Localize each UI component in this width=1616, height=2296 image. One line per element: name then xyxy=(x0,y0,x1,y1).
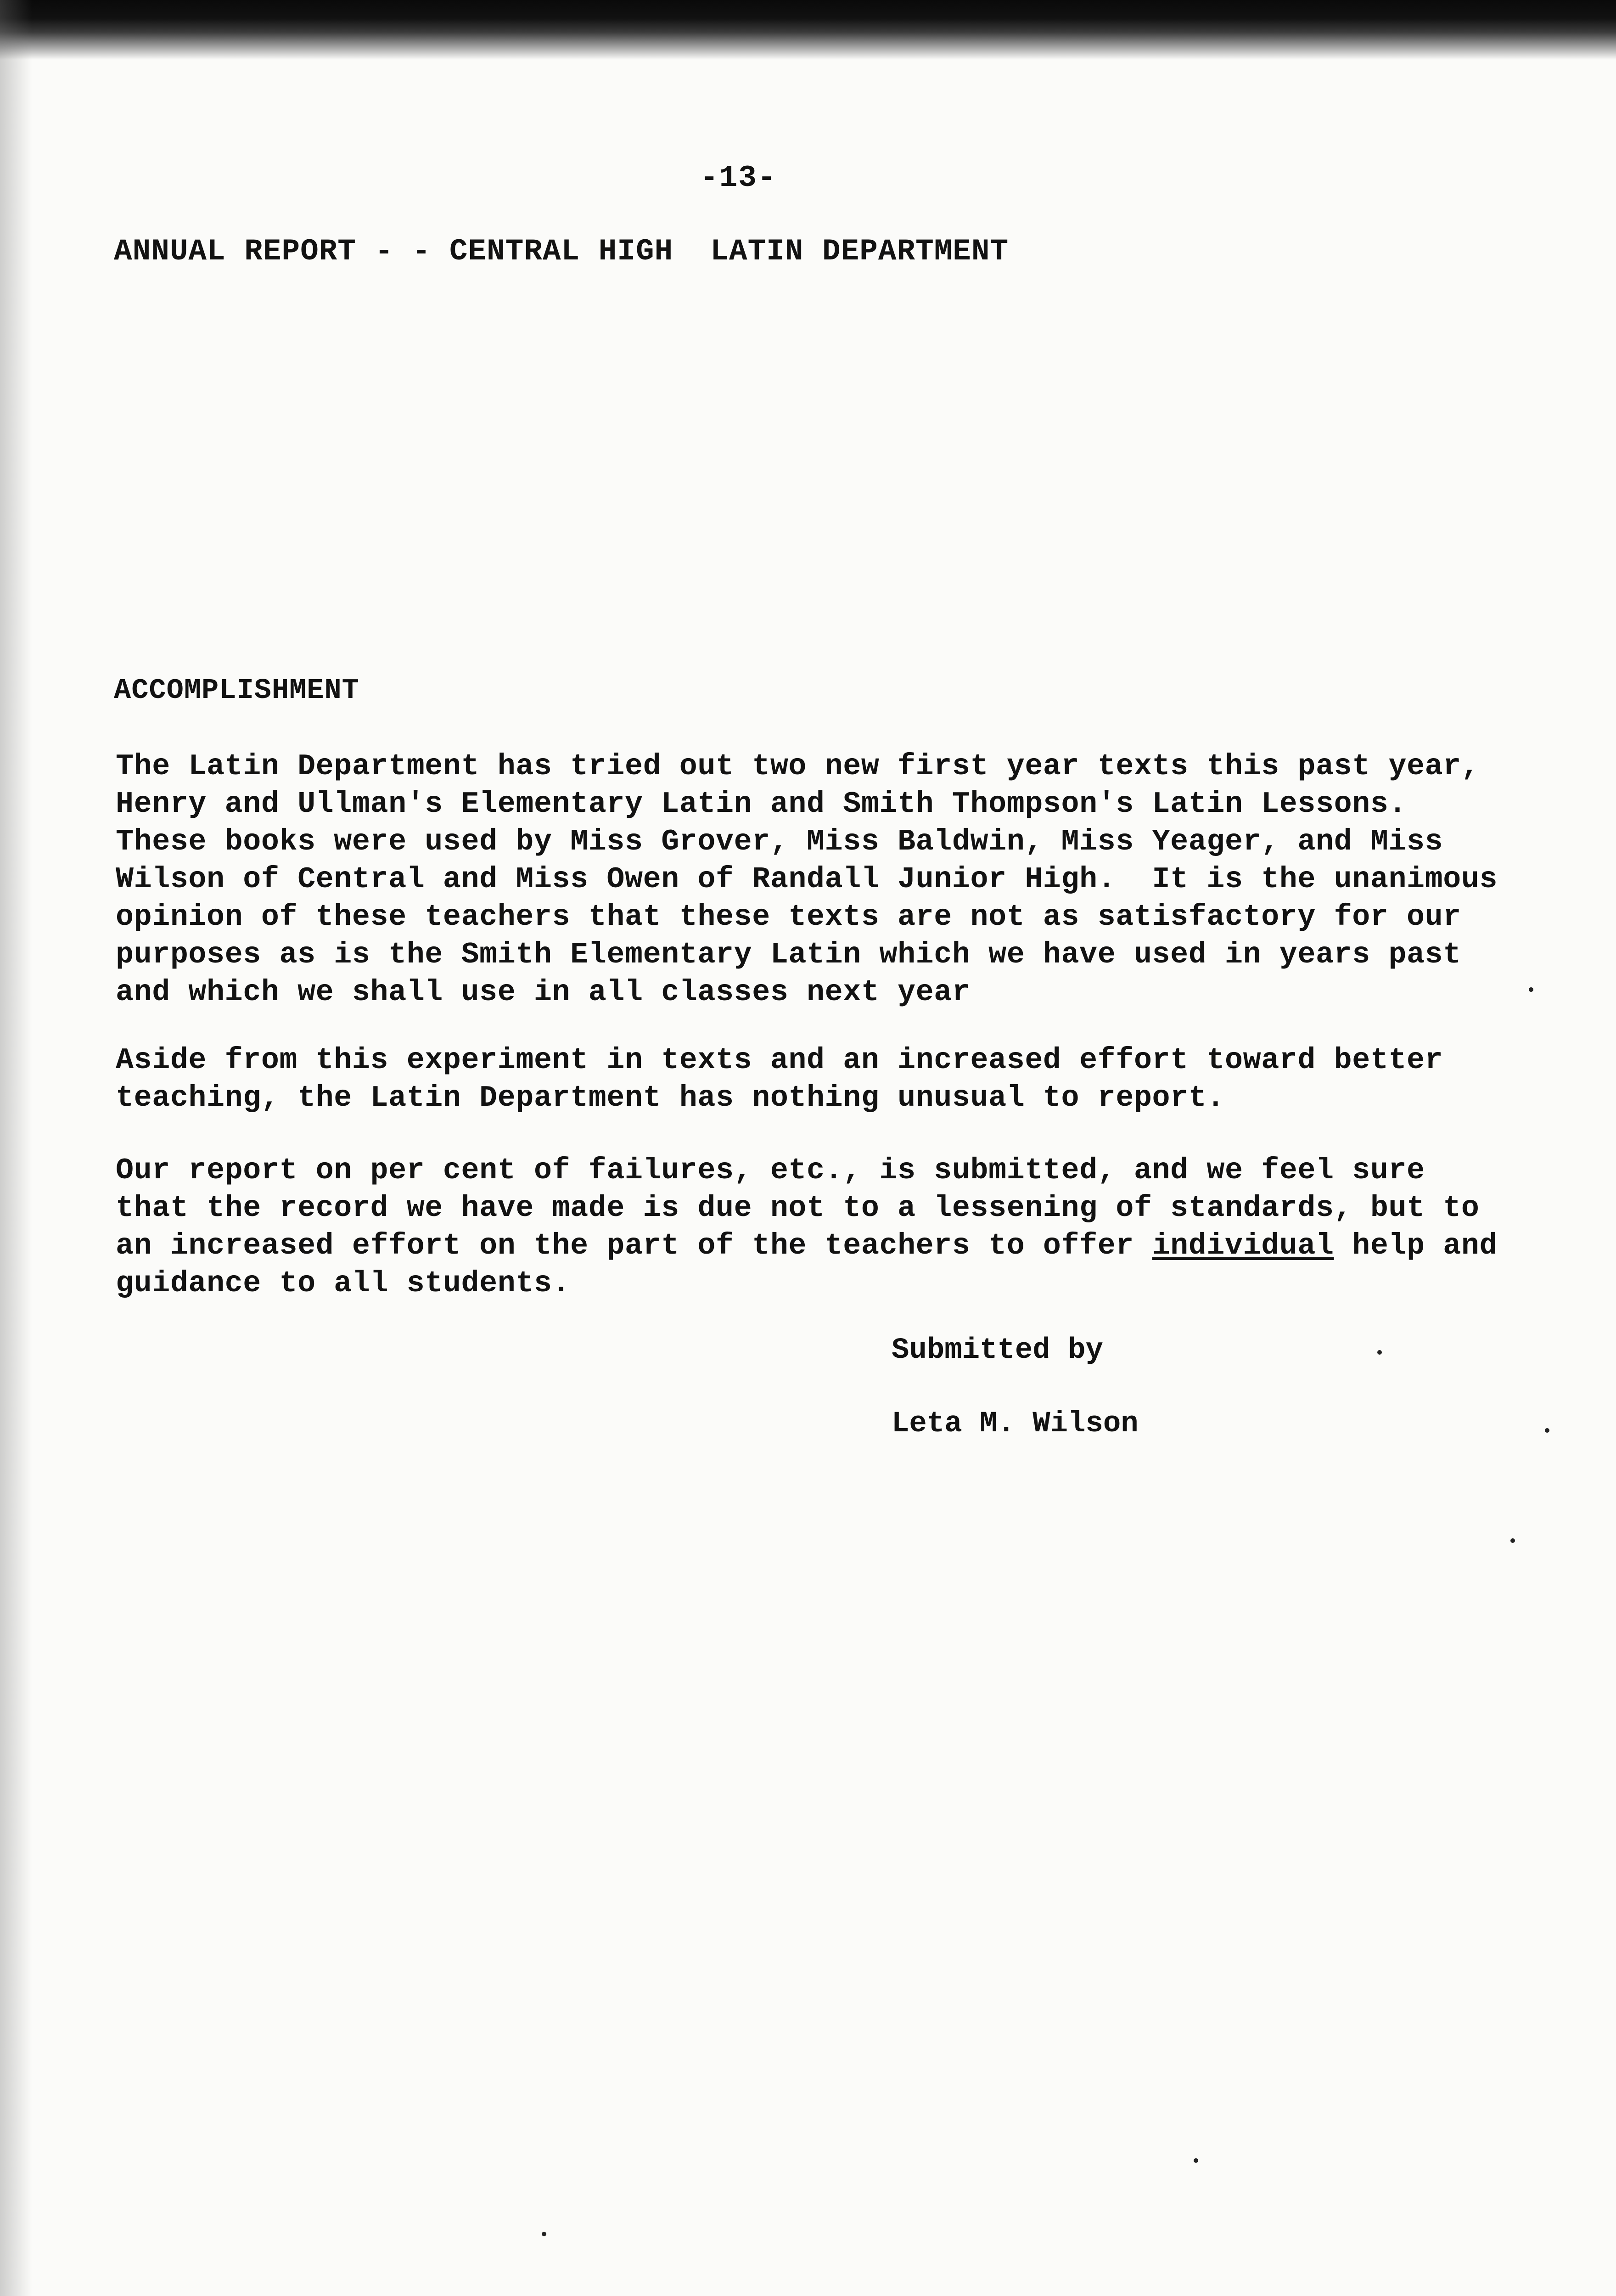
paragraph-3-line-3-text: an increased effort on the part of the teachers to offer xyxy=(116,1229,1152,1263)
paragraph-1-line-4: Wilson of Central and Miss Owen of Randall Junior High. It is the unanimous xyxy=(116,862,1498,896)
section-heading: ACCOMPLISHMENT xyxy=(114,674,359,707)
paragraph-1-line-7: and which we shall use in all classes next year xyxy=(116,975,971,1009)
scan-speck xyxy=(1545,1428,1549,1433)
page-number: -13- xyxy=(700,161,777,195)
paragraph-2-line-1: Aside from this experiment in texts and an increased effort toward better xyxy=(116,1043,1443,1077)
scan-speck xyxy=(1529,987,1533,992)
paragraph-3-line-3-tail: help and xyxy=(1334,1229,1498,1263)
paragraph-3-line-2: that the record we have made is due not to a lessening of standards, but to xyxy=(116,1191,1480,1225)
signatory-name: Leta M. Wilson xyxy=(892,1407,1139,1441)
scan-speck xyxy=(542,2232,546,2236)
underlined-word: individual xyxy=(1152,1229,1334,1263)
paragraph-2-line-2: teaching, the Latin Department has nothing unusual to report. xyxy=(116,1081,1225,1115)
paragraph-1-line-2: Henry and Ullman's Elementary Latin and Smith Thompson's Latin Lessons. xyxy=(116,787,1407,821)
paragraph-3-line-1: Our report on per cent of failures, etc., is submitted, and we feel sure xyxy=(116,1154,1425,1187)
submitted-by-label: Submitted by xyxy=(892,1334,1103,1367)
paragraph-1-line-1: The Latin Department has tried out two new first year texts this past year, xyxy=(116,749,1480,783)
scan-edge-left xyxy=(0,0,32,2296)
scan-speck xyxy=(1377,1350,1382,1355)
scan-edge-top xyxy=(0,0,1616,60)
paragraph-1-line-3: These books were used by Miss Grover, Miss Baldwin, Miss Yeager, and Miss xyxy=(116,825,1443,859)
scan-speck xyxy=(1510,1538,1515,1543)
report-title: ANNUAL REPORT - - CENTRAL HIGH LATIN DEPARTMENT xyxy=(114,234,1009,269)
paragraph-3-line-3 xyxy=(116,1227,1498,1265)
paragraph-1-line-5: opinion of these teachers that these texts are not as satisfactory for our xyxy=(116,900,1461,934)
paragraph-1-line-6: purposes as is the Smith Elementary Latin which we have used in years past xyxy=(116,938,1461,972)
scan-speck xyxy=(1194,2158,1198,2163)
paragraph-3-line-4: guidance to all students. xyxy=(116,1266,571,1300)
